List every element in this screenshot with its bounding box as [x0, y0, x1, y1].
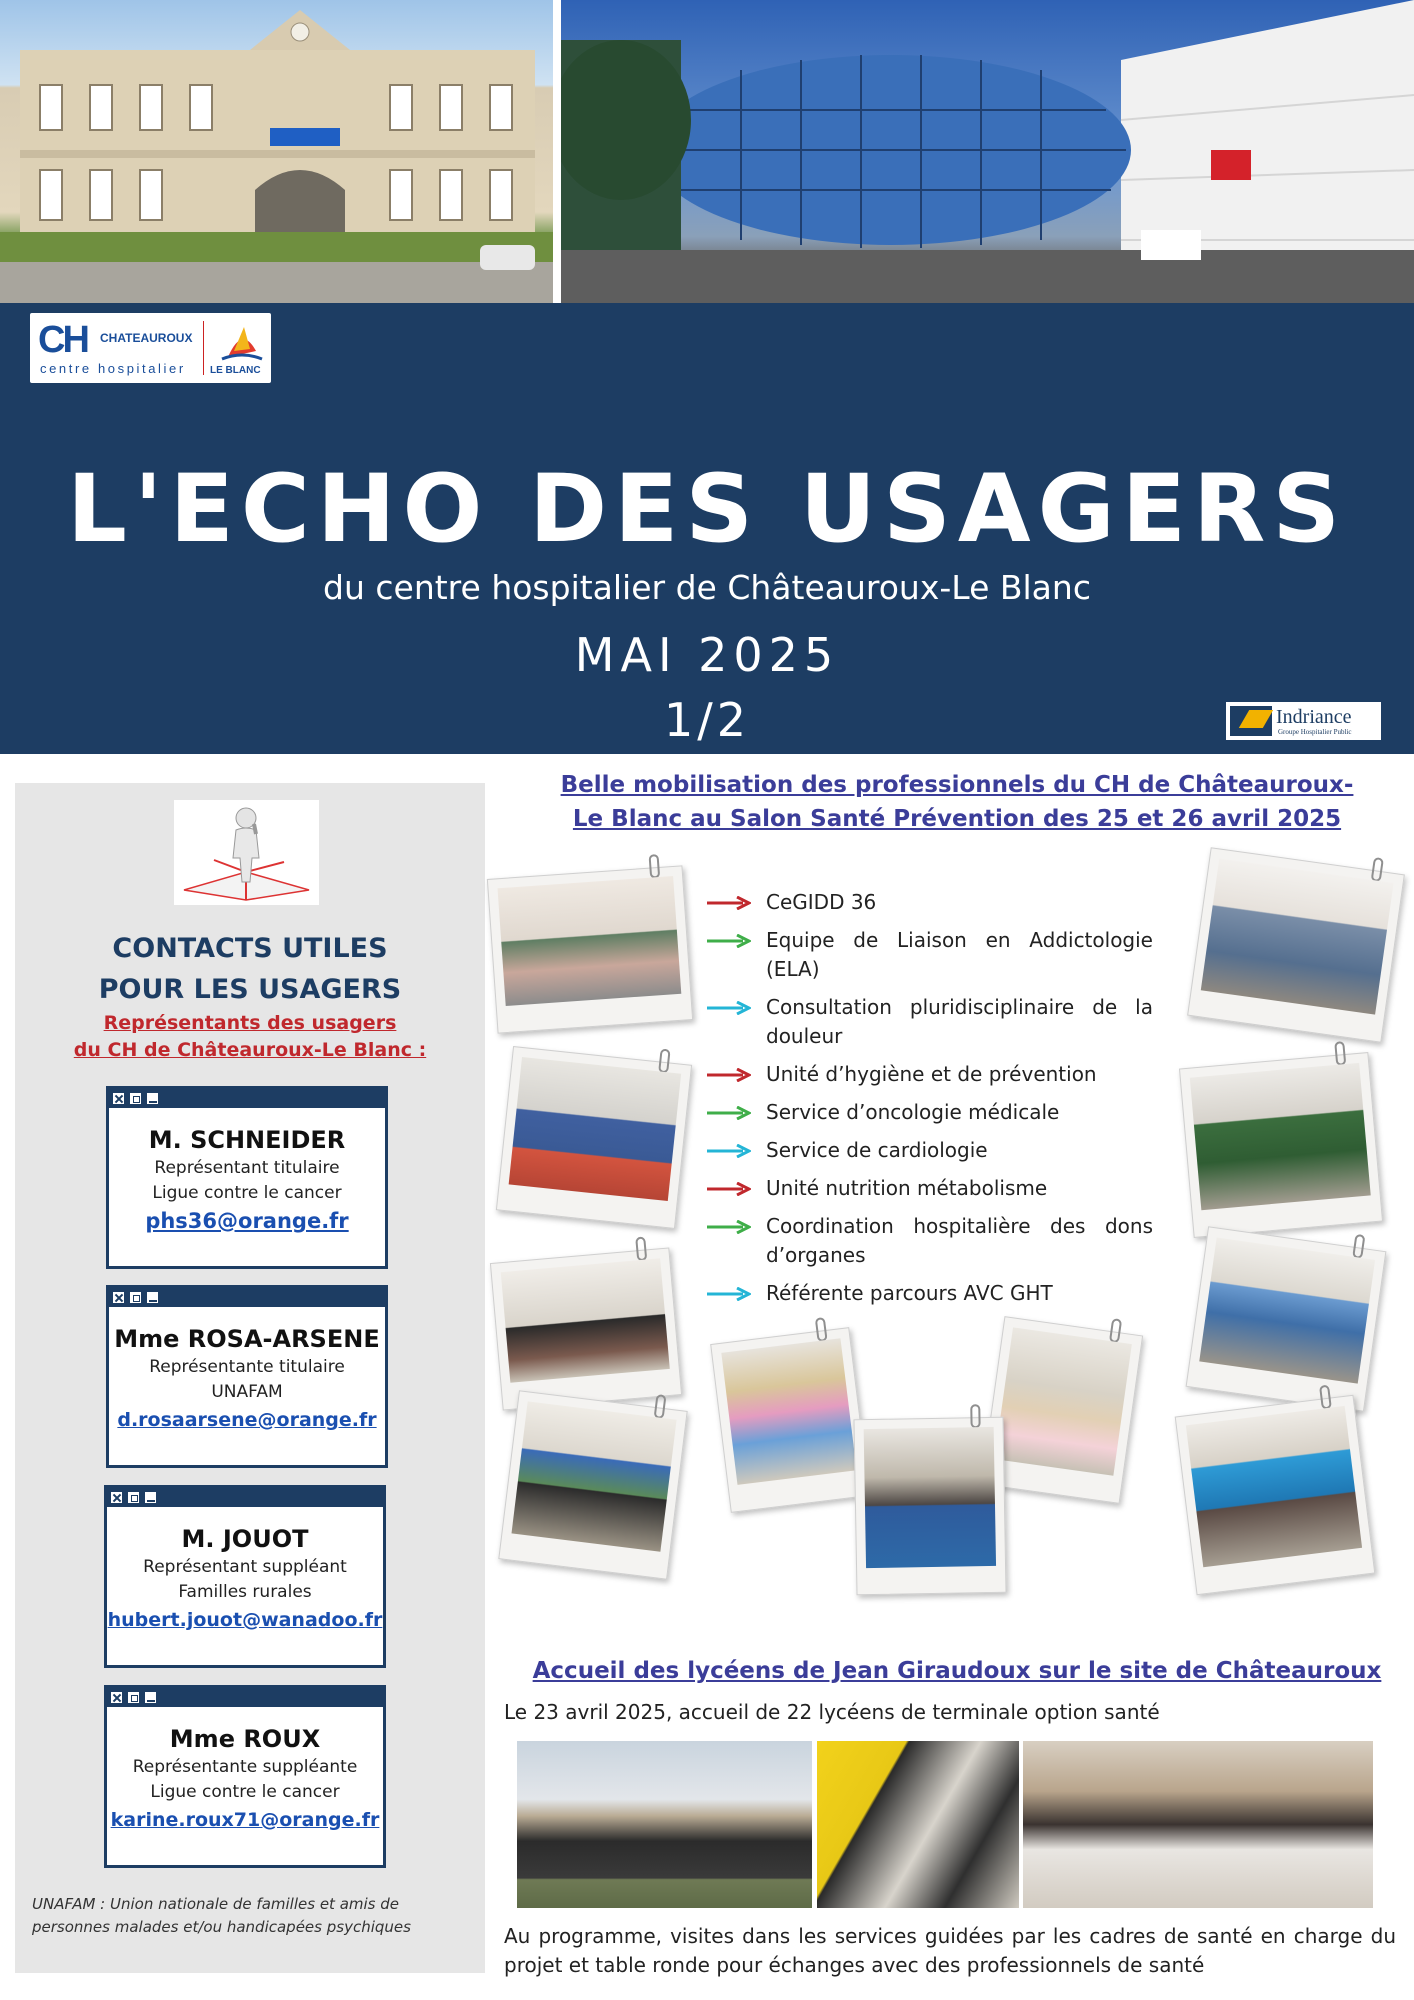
list-item — [707, 926, 1153, 984]
students-group-photo — [517, 1741, 812, 1908]
arrow-right-icon — [707, 1068, 751, 1082]
minimize-icon — [146, 1092, 159, 1105]
card-window-bar — [109, 1089, 385, 1108]
sailboat-icon — [220, 321, 264, 363]
ch-chateauroux-leblanc-logo — [30, 313, 271, 383]
list-item — [707, 888, 1153, 917]
visit-intro: Le 23 avril 2025, accueil de 22 lycéens de terminale option santé — [504, 1700, 1160, 1724]
close-icon — [110, 1491, 123, 1504]
contact-email-link[interactable]: d.rosaarsene@orange.fr — [117, 1409, 377, 1431]
stand-label: Référente parcours AVC GHT — [766, 1281, 1053, 1305]
stand-label: Consultation pluridisciplinaire de la douleur — [766, 995, 1153, 1048]
logo-subtitle: centre hospitalier — [40, 361, 186, 376]
contact-card-roux — [104, 1685, 386, 1868]
contact-role: Représentant suppléant — [143, 1557, 347, 1577]
contact-email-link[interactable]: hubert.jouot@wanadoo.fr — [107, 1609, 383, 1631]
arrow-right-icon — [707, 896, 751, 910]
stand-label: Service de cardiologie — [766, 1138, 988, 1162]
salon-title-line2: Le Blanc au Salon Santé Prévention des 25 et 26 avril 2025 — [572, 806, 1342, 832]
hospital-modern-building-photo — [561, 0, 1414, 303]
list-item — [707, 1060, 1153, 1089]
salon-photo-polaroid — [981, 1316, 1143, 1504]
card-window-bar — [109, 1288, 385, 1307]
contact-name: M. SCHNEIDER — [148, 1126, 346, 1154]
indriance-logo — [1226, 702, 1381, 740]
contact-card-rosa-arsene — [106, 1285, 388, 1468]
ambulance-visit-photo — [817, 1741, 1019, 1908]
paperclip-icon — [658, 1048, 670, 1073]
stand-label: Equipe de Liaison en Addictologie (ELA) — [766, 928, 1153, 981]
salon-photo-polaroid — [710, 1327, 870, 1513]
contact-organization: Familles rurales — [178, 1582, 312, 1602]
salon-photo-polaroid — [1187, 847, 1405, 1043]
salon-photo — [1186, 1406, 1362, 1567]
salon-title-line1: Belle mobilisation des professionnels du CH de Châteauroux- — [560, 772, 1354, 798]
header-photos — [0, 0, 1414, 303]
arrow-right-icon — [707, 1182, 751, 1196]
contact-role: Représentante titulaire — [149, 1357, 345, 1377]
salon-stands-list — [707, 888, 1153, 1317]
contact-email-link[interactable]: karine.roux71@orange.fr — [110, 1809, 380, 1831]
salon-article-title — [500, 768, 1414, 836]
list-item — [707, 1136, 1153, 1165]
card-window-bar — [107, 1488, 383, 1507]
indriance-icon — [1230, 706, 1272, 736]
hospital-historic-building-photo — [0, 0, 553, 303]
contact-name: Mme ROUX — [169, 1725, 321, 1753]
list-item — [707, 1212, 1153, 1270]
arrow-right-icon — [707, 1144, 751, 1158]
contact-organization: Ligue contre le cancer — [150, 1782, 340, 1802]
paperclip-icon — [1371, 857, 1384, 882]
salon-photo-polaroid — [853, 1417, 1006, 1596]
close-icon — [110, 1691, 123, 1704]
paperclip-icon — [1109, 1318, 1122, 1343]
maximize-icon — [127, 1491, 140, 1504]
salon-photo — [864, 1427, 996, 1568]
close-icon — [112, 1092, 125, 1105]
representatives-heading-line2: du CH de Châteauroux-Le Blanc : — [73, 1039, 427, 1061]
arrow-right-icon — [707, 934, 751, 948]
logo-partner: LE BLANC — [210, 365, 261, 376]
contact-role: Représentant titulaire — [154, 1158, 340, 1178]
salon-photo-polaroid — [490, 1247, 682, 1410]
contact-name: Mme ROSA-ARSENE — [114, 1325, 380, 1353]
contact-email-link[interactable]: phs36@orange.fr — [145, 1209, 349, 1233]
salon-photo — [498, 876, 682, 1006]
contacts-title-line1: CONTACTS UTILES — [112, 933, 388, 964]
visit-article-title: Accueil des lycéens de Jean Giraudoux sur le site de Châteauroux — [532, 1658, 1382, 1684]
stand-label: Unité nutrition métabolisme — [766, 1176, 1048, 1200]
contact-organization: Ligue contre le cancer — [152, 1183, 342, 1203]
salon-photo — [511, 1401, 676, 1551]
paperclip-icon — [1352, 1234, 1365, 1259]
salon-photo — [501, 1258, 670, 1383]
minimize-icon — [146, 1291, 159, 1304]
minimize-icon — [144, 1491, 157, 1504]
salon-photo-polaroid — [1186, 1226, 1387, 1411]
stand-label: CeGIDD 36 — [766, 890, 877, 914]
representatives-heading-line1: Représentants des usagers — [103, 1012, 397, 1034]
issue-date: MAI 2025 — [574, 628, 840, 682]
list-item — [707, 993, 1153, 1051]
stand-label: Service d’oncologie médicale — [766, 1100, 1060, 1124]
salon-photo-polaroid — [1175, 1395, 1376, 1596]
arrow-right-icon — [707, 1106, 751, 1120]
contact-role: Représentante suppléante — [132, 1757, 358, 1777]
paperclip-icon — [649, 854, 661, 879]
list-item — [707, 1174, 1153, 1203]
maximize-icon — [129, 1291, 142, 1304]
salon-photo-polaroid — [1179, 1052, 1383, 1238]
salon-photo — [1199, 1238, 1375, 1384]
contact-card-jouot — [104, 1485, 386, 1668]
page-number: 1/2 — [663, 693, 751, 747]
arrow-right-icon — [707, 1220, 751, 1234]
minimize-icon — [144, 1691, 157, 1704]
visit-program-text: Au programme, visites dans les services guidées par les cadres de santé en charge du projet et table ronde pour échanges avec des professionnels de santé — [504, 1924, 1396, 1977]
salon-photo — [721, 1338, 856, 1485]
page-title: L'ECHO DES USAGERS — [66, 455, 1348, 564]
paperclip-icon — [1334, 1041, 1346, 1066]
salon-photo — [509, 1057, 682, 1201]
page-subtitle: du centre hospitalier de Châteauroux-Le Blanc — [323, 568, 1091, 607]
salon-photo — [1201, 858, 1394, 1014]
stand-label: Unité d’hygiène et de prévention — [766, 1062, 1097, 1086]
salon-photo-polaroid — [487, 865, 693, 1033]
round-table-photo — [1023, 1741, 1373, 1908]
list-item — [707, 1098, 1153, 1127]
indriance-subtitle: Groupe Hospitalier Public — [1278, 728, 1352, 736]
list-item — [707, 1279, 1153, 1308]
maximize-icon — [129, 1092, 142, 1105]
paperclip-icon — [815, 1317, 828, 1342]
paperclip-icon — [635, 1236, 647, 1261]
logo-city: CHATEAUROUX — [100, 331, 193, 345]
paperclip-icon — [654, 1394, 667, 1419]
contact-organization: UNAFAM — [211, 1382, 283, 1402]
contact-card-schneider — [106, 1086, 388, 1269]
maximize-icon — [127, 1691, 140, 1704]
close-icon — [112, 1291, 125, 1304]
paperclip-icon — [970, 1404, 980, 1428]
representatives-heading — [15, 1010, 485, 1064]
thinking-figure-illustration — [174, 800, 319, 905]
unafam-footnote: UNAFAM : Union nationale de familles et amis de personnes malades et/ou handicapées psychiques — [32, 1895, 411, 1936]
contacts-title-line2: POUR LES USAGERS — [98, 974, 402, 1005]
logo-divider — [203, 321, 204, 375]
contact-name: M. JOUOT — [181, 1525, 309, 1553]
salon-photo-polaroid — [496, 1046, 692, 1229]
arrow-right-icon — [707, 1001, 751, 1015]
salon-photo — [995, 1327, 1132, 1475]
indriance-name: Indriance — [1276, 706, 1352, 728]
salon-photo-polaroid — [498, 1390, 687, 1579]
contacts-title — [15, 928, 485, 1010]
stand-label: Coordination hospitalière des dons d’organes — [766, 1214, 1153, 1267]
salon-photo — [1190, 1063, 1371, 1210]
logo-mark: CH — [38, 319, 87, 361]
card-window-bar — [107, 1688, 383, 1707]
arrow-right-icon — [707, 1287, 751, 1301]
